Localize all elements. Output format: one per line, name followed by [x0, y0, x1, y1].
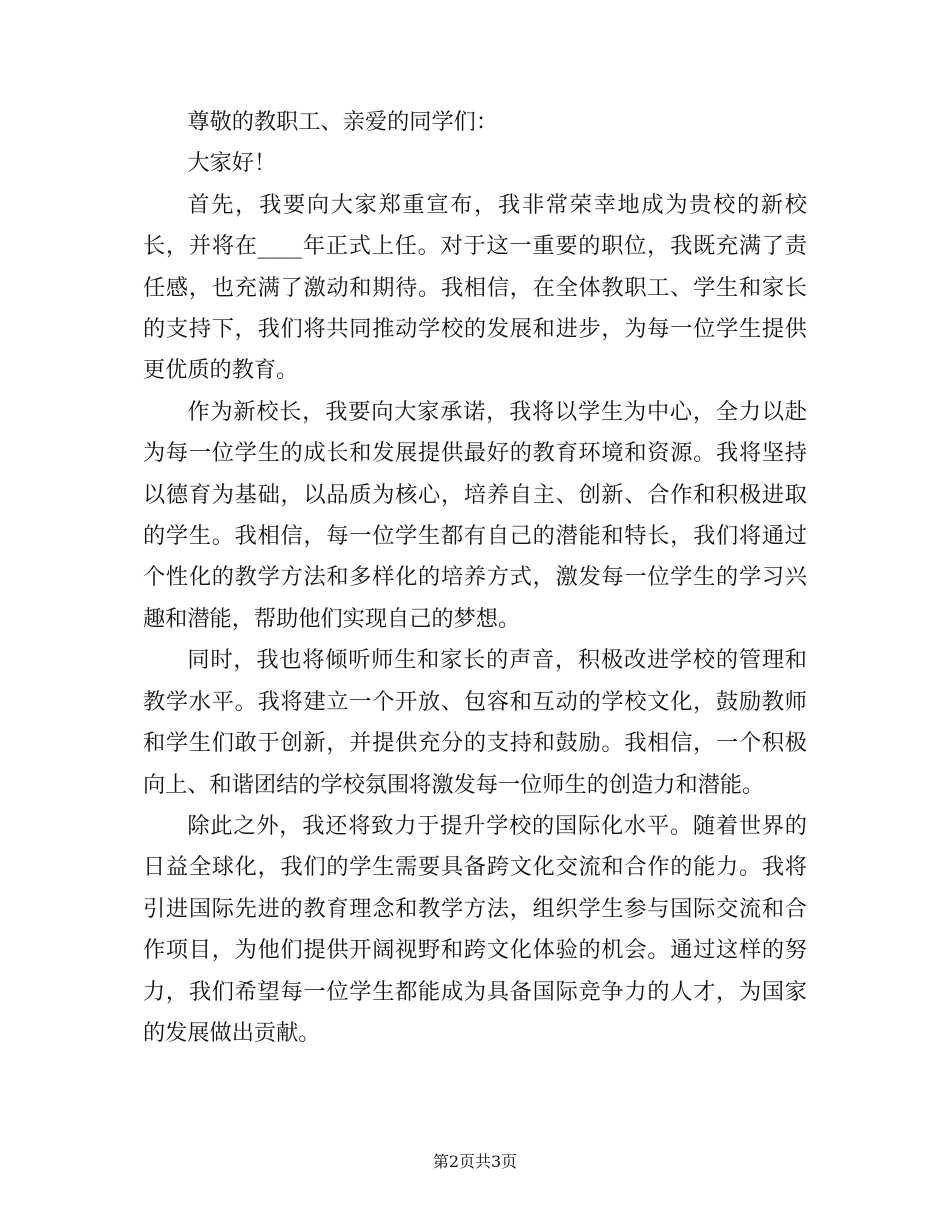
salutation-line: 尊敬的教职工、亲爱的同学们： — [187, 109, 499, 135]
paragraph-4: 除此之外，我还将致力于提升学校的国际化水平。随着世界的日益全球化，我们的学生需要具备跨文化交流和合作的能力。我将引进国际先进的教育理念和教学方法，组织学生参与国际交流和合作项目，为他们提供开阔视野和跨文化体验的机会。通过这样的努力，我们希望每一位学生都能成为具备国际竞争力的人才，为国家的发展做出贡献。 — [143, 812, 807, 1046]
page-number-footer: 第2页共3页 — [432, 1152, 518, 1171]
greeting-line: 大家好！ — [187, 150, 277, 177]
paragraph-2: 作为新校长，我要向大家承诺，我将以学生为中心，全力以赴为每一位学生的成长和发展提供最好的教育环境和资源。我将坚持以德育为基础，以品质为核心，培养自主、创新、合作和积极进取的学生。我相信，每一位学生都有自己的潜能和特长，我们将通过个性化的教学方法和多样化的培养方式，激发每一位学生的学习兴趣和潜能，帮助他们实现自己的梦想。 — [143, 398, 807, 632]
paragraph-1: 首先，我要向大家郑重宣布，我非常荣幸地成为贵校的新校长，并将在____年正式上任。对于这一重要的职位，我既充满了责任感，也充满了激动和期待。我相信，在全体教职工、学生和家长的支持下，我们将共同推动学校的发展和进步，为每一位学生提供更优质的教育。 — [143, 191, 807, 384]
document-body — [143, 102, 807, 1054]
paragraph-3: 同时，我也将倾听师生和家长的声音，积极改进学校的管理和教学水平。我将建立一个开放、包容和互动的学校文化，鼓励教师和学生们敢于创新，并提供充分的支持和鼓励。我相信，一个积极向上、和谐团结的学校氛围将激发每一位师生的创造力和潜能。 — [143, 647, 807, 798]
